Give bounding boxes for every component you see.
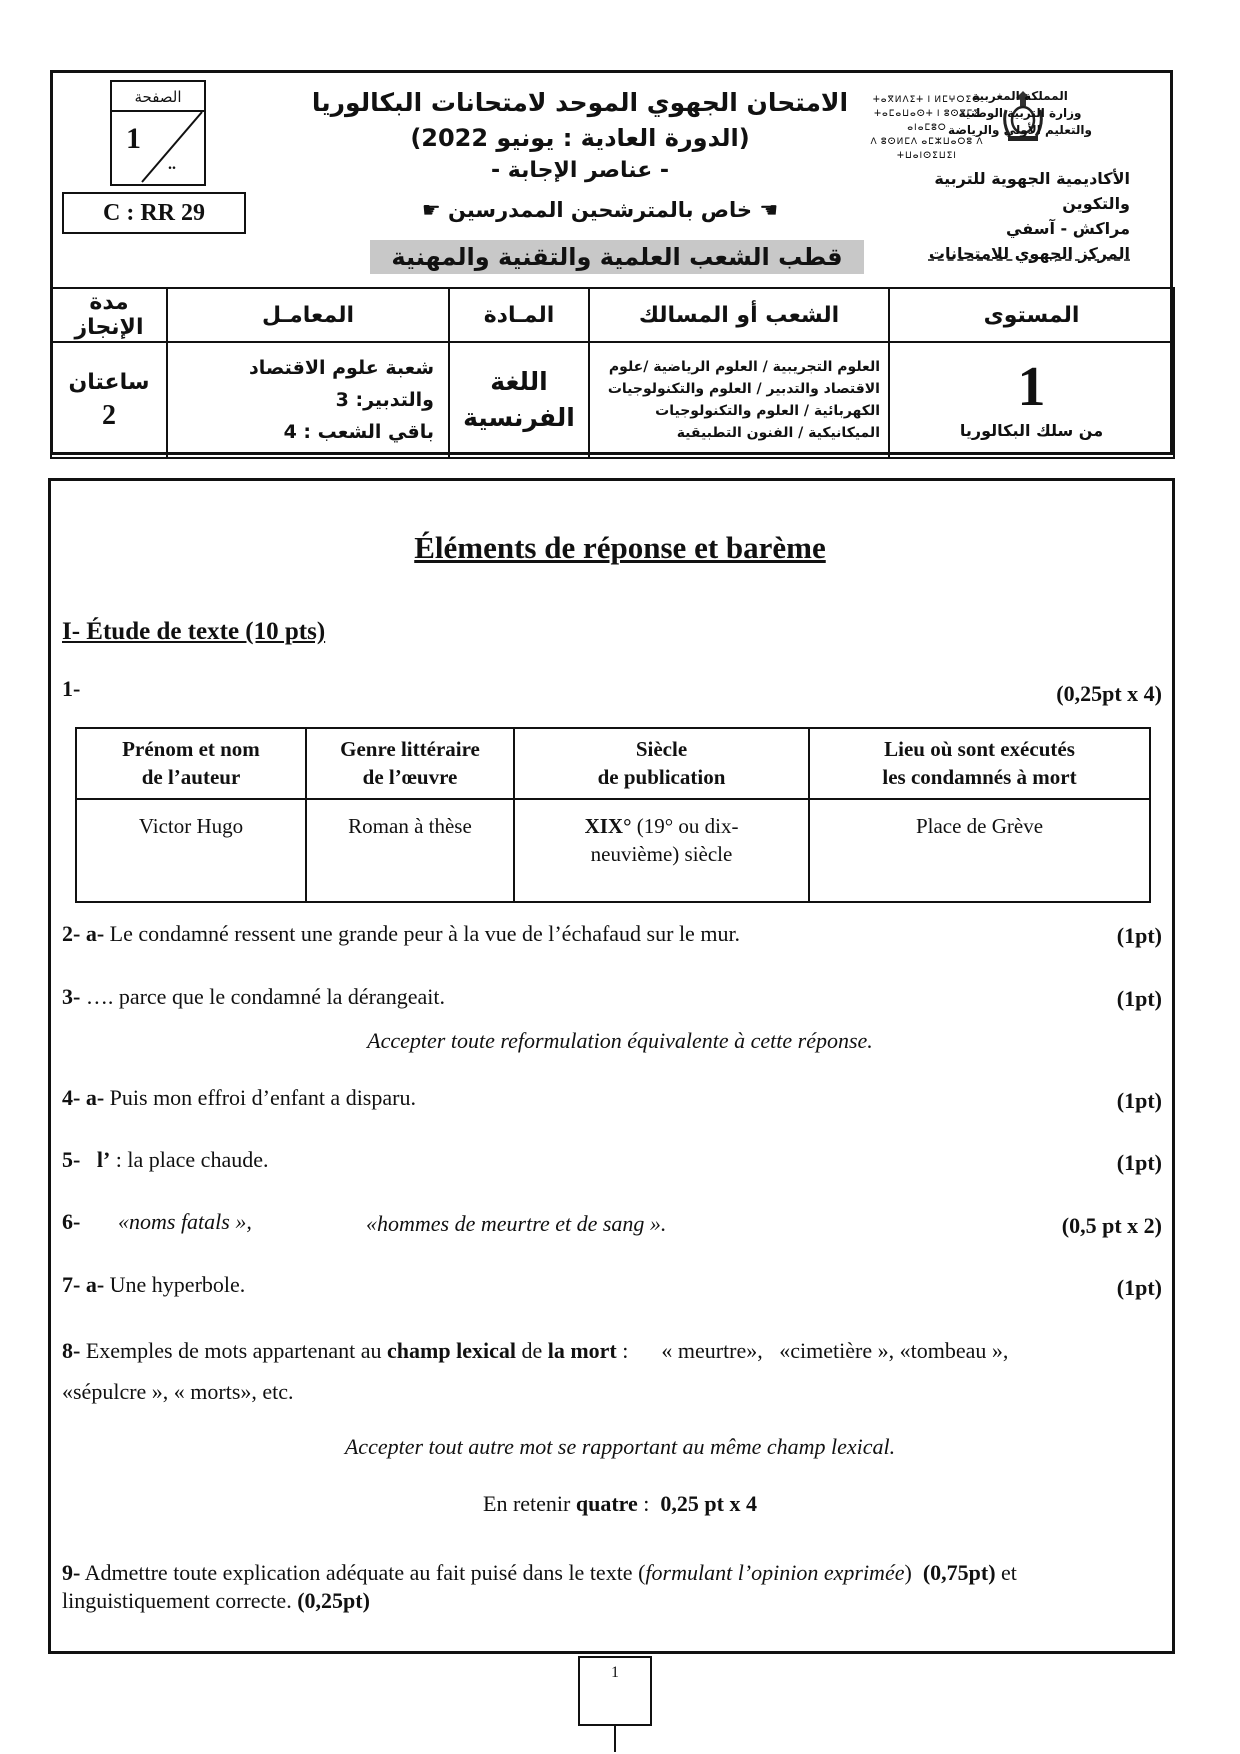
- answer-points: (0,75pt): [922, 1560, 996, 1585]
- candidates-label: ☚ خاص بالمترشحين الممدرسين ☛: [421, 198, 779, 222]
- century-cell: [514, 799, 809, 902]
- level-cell: [889, 342, 1174, 458]
- answer-line: [62, 1587, 370, 1615]
- subject-cell: [449, 342, 589, 458]
- duration-hours: 2: [102, 400, 116, 431]
- exam-title: الامتحان الجهوي الموحد لامتحانات البكالوريا: [311, 88, 849, 117]
- header-line: de l’auteur: [141, 765, 241, 789]
- question-points: (1pt): [1116, 1275, 1162, 1300]
- ministry-line: المملكة المغربية: [972, 89, 1068, 103]
- answer-text: «sépulcre », « morts», etc.: [62, 1379, 294, 1404]
- exam-session: (الدورة العادية : يونيو 2022): [410, 124, 750, 152]
- question-points: (1pt): [1116, 923, 1162, 948]
- answer-text: Exemples de mots appartenant au: [80, 1338, 388, 1363]
- ministry-block: [910, 88, 1130, 139]
- coefficient-cell: [167, 342, 449, 458]
- header-line: de publication: [597, 765, 726, 789]
- retain-text: :: [637, 1491, 661, 1516]
- answer-line: [62, 1337, 1008, 1365]
- retain-line: [0, 1490, 1240, 1518]
- question-number: 6-: [62, 1209, 81, 1234]
- subject-header: المـادة: [449, 288, 589, 342]
- author-cell: Victor Hugo: [76, 799, 306, 902]
- subject-line: الفرنسية: [463, 403, 575, 432]
- table-header: [809, 728, 1150, 799]
- century-text: (19° ou dix-: [631, 814, 739, 838]
- header-line: de l’œuvre: [362, 765, 458, 789]
- answer-text: Admettre toute explication adéquate au fait puisé dans le texte (: [80, 1560, 646, 1585]
- question-points: (0,25pt x 4): [1056, 681, 1162, 706]
- duration-cell: [51, 342, 167, 458]
- ministry-line: والتعليم الأولي والرياضة: [948, 123, 1092, 137]
- streams-value: العلوم التجريبية / العلوم الرياضية /علوم الاقتصاد والتدبير / العلوم والتكنولوجيات الكهربائية / العلوم والتكنولوجيات الميكانيكية / الفنون التطبيقية: [589, 342, 889, 458]
- answer-text: Le condamné ressent une grande peur à la vue de l’échafaud sur le mur.: [104, 921, 741, 946]
- document-title: Éléments de réponse et barème: [414, 530, 826, 565]
- answer-text: linguistiquement correcte.: [62, 1588, 298, 1613]
- answer-text: de: [515, 1338, 548, 1363]
- level-value: 1: [1017, 356, 1046, 418]
- answer-line: [62, 1271, 245, 1299]
- ministry-line: وزارة التربية الوطنية: [958, 106, 1082, 120]
- table-header: [306, 728, 514, 799]
- page-number: 1: [126, 122, 141, 155]
- answer-line: [62, 1146, 268, 1174]
- page-number-box: [110, 80, 206, 186]
- answer-keyword: la mort: [547, 1338, 617, 1363]
- tifinagh-line: ⵜⴰⴳⵍⴷⵉⵜ ⵏ ⵍⵎⵖⵔⵉⴱ: [872, 94, 982, 104]
- header-line: Siècle: [635, 737, 688, 761]
- info-table: [50, 287, 1175, 459]
- answer-text: : « meurtre», «cimetière », «tombeau »,: [616, 1338, 1009, 1363]
- answer-note: Accepter toute reformulation équivalente à cette réponse.: [367, 1028, 873, 1053]
- header-line: les condamnés à mort: [882, 765, 1077, 789]
- answer-line: [62, 1084, 416, 1112]
- question-number: 2-: [62, 921, 81, 946]
- level-header: المستوى: [889, 288, 1174, 342]
- question-number: 7-: [62, 1272, 81, 1297]
- question-number: 8-: [62, 1338, 81, 1363]
- answer-word: l’: [96, 1147, 111, 1172]
- question-number: 1-: [62, 676, 81, 701]
- answer-text: ): [904, 1560, 923, 1585]
- academy-name: الأكاديمية الجهوية للتربية والتكوين: [934, 169, 1130, 213]
- answer-letter: a-: [85, 1085, 105, 1110]
- academy-region: مراكش - آسفي: [1006, 219, 1130, 238]
- genre-cell: Roman à thèse: [306, 799, 514, 902]
- question-number: 3-: [62, 984, 81, 1009]
- coefficient-line: شعبة علوم الاقتصاد والتدبير: 3: [249, 357, 434, 411]
- answer-italic: formulant l’opinion exprimée: [645, 1560, 905, 1585]
- answer-note: Accepter tout autre mot se rapportant au même champ lexical.: [344, 1434, 896, 1459]
- streams-header: الشعب أو المسالك: [589, 288, 889, 342]
- header-line: Genre littéraire: [340, 737, 480, 761]
- century-bold: XIX°: [584, 814, 632, 838]
- header-line: Prénom et nom: [122, 737, 260, 761]
- exam-code: C : RR 29: [62, 192, 246, 234]
- answer-table: [75, 727, 1151, 903]
- tifinagh-line: ⴷ ⵓⵙⵍⵎⴷ ⴰⵎⵣⵡⴰⵔⵓ ⴷ ⵜⵡⴰⵏⵙⵉⵡⵉⵏ: [870, 136, 984, 160]
- page-label: الصفحة: [112, 84, 204, 112]
- pole-banner: قطب الشعب العلمية والتقنية والمهنية: [370, 240, 864, 274]
- header-line: Lieu où sont exécutés: [884, 737, 1075, 761]
- academy-block: [880, 166, 1130, 266]
- table-header: [514, 728, 809, 799]
- level-sub: من سلك البكالوريا: [959, 421, 1104, 440]
- answer-text: Puis mon effroi d’enfant a disparu.: [104, 1085, 416, 1110]
- footer-page-box: 1: [578, 1656, 652, 1726]
- answer-text: …. parce que le condamné la dérangeait.: [80, 984, 445, 1009]
- answer-text: et: [995, 1560, 1017, 1585]
- table-header: [76, 728, 306, 799]
- answer-line: [62, 983, 445, 1011]
- duration-text: ساعتان: [68, 370, 150, 395]
- place-cell: Place de Grève: [809, 799, 1150, 902]
- answer-text: : la place chaude.: [110, 1147, 269, 1172]
- duration-header: مدة الإنجاز: [51, 288, 167, 342]
- answer-quote: «noms fatals »,: [118, 1209, 252, 1234]
- question-points: (1pt): [1116, 1150, 1162, 1175]
- exam-center: المركز الجهوي للامتحانات: [928, 244, 1130, 263]
- coefficient-header: المعامـل: [167, 288, 449, 342]
- answer-letter: a-: [85, 921, 105, 946]
- retain-text: En retenir: [483, 1491, 576, 1516]
- question-points: (1pt): [1116, 986, 1162, 1011]
- question-number: 5-: [62, 1147, 81, 1172]
- tifinagh-line: ⵜⴰⵎⴰⵡⴰⵙⵜ ⵏ ⵓⵙⴳⵎⵉ ⴰⵏⴰⵎⵓⵔ: [874, 108, 980, 132]
- footer-tick: [614, 1726, 616, 1752]
- question-number: 4-: [62, 1085, 81, 1110]
- body-frame: [48, 478, 1175, 1654]
- retain-points: 0,25 pt x 4: [660, 1491, 757, 1516]
- answer-keyword: champ lexical: [387, 1338, 516, 1363]
- subject-line: اللغة: [490, 367, 548, 396]
- question-number: 9-: [62, 1560, 81, 1585]
- page-total: ..: [168, 156, 176, 173]
- answer-letter: a-: [85, 1272, 105, 1297]
- question-points: (1pt): [1116, 1088, 1162, 1113]
- answer-line: [62, 1559, 1017, 1587]
- question-points: (0,5 pt x 2): [1061, 1213, 1162, 1238]
- answer-quote: «hommes de meurtre et de sang ».: [366, 1211, 667, 1236]
- answer-points: (0,25pt): [297, 1588, 370, 1613]
- coefficient-line: باقي الشعب : 4: [283, 421, 434, 443]
- answer-line: [62, 920, 740, 948]
- answer-text: Une hyperbole.: [104, 1272, 246, 1297]
- section-heading: I- Étude de texte (10 pts): [62, 618, 326, 645]
- retain-count: quatre: [575, 1491, 638, 1516]
- century-text: neuvième) siècle: [590, 842, 733, 866]
- answers-label: - عناصر الإجابة -: [490, 158, 670, 183]
